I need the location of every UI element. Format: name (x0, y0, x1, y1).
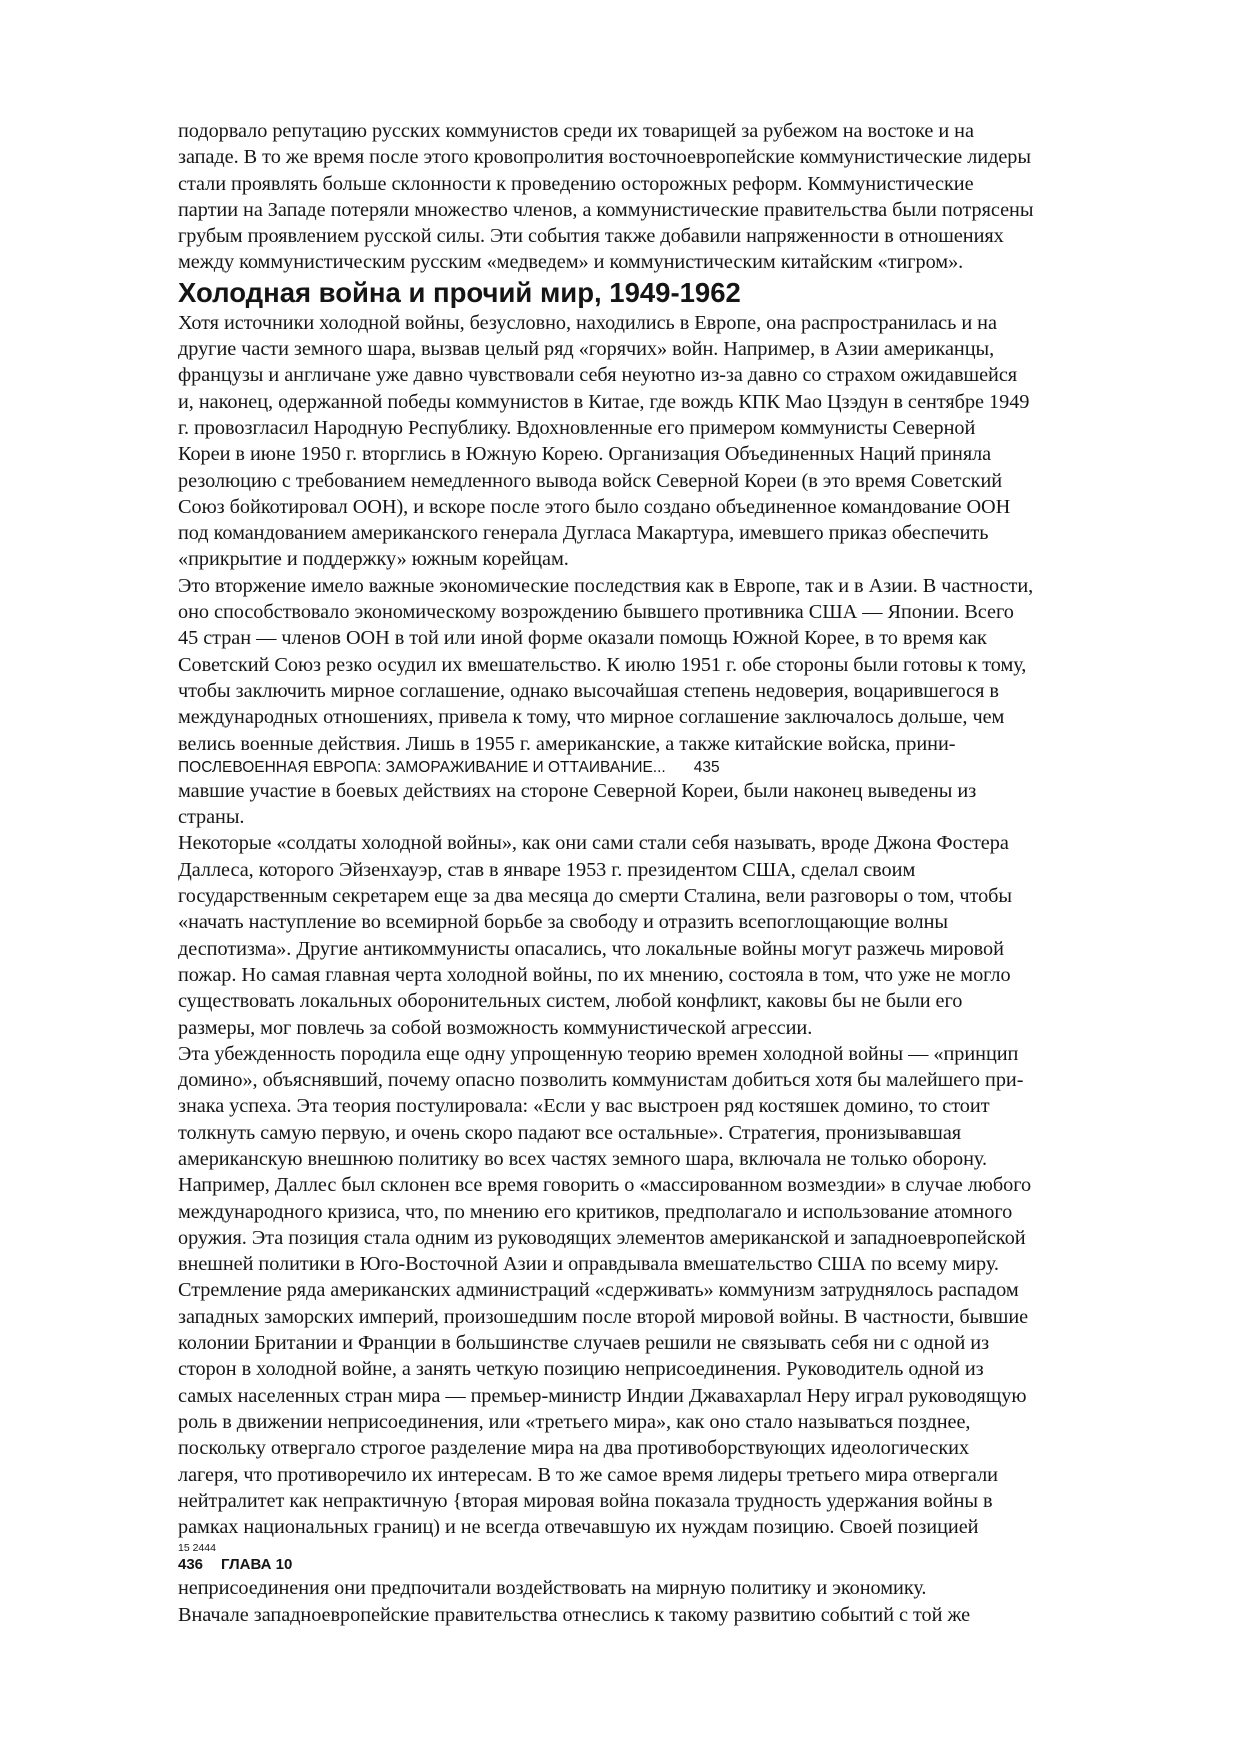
text-line: под командованием американского генерала Дугласа Макартура, имевшего приказ обеспечить (178, 522, 989, 545)
top-paragraph (178, 118, 1160, 276)
page (178, 118, 1160, 1628)
text-line: грубым проявлением русской силы. Эти события также добавили напряженности в отношениях (178, 225, 1004, 248)
page-number: 436 (178, 1556, 204, 1574)
text-line: Эта убежденность породила еще одну упрощенную теорию времен холодной войны — «принцип (178, 1042, 1019, 1065)
signature-mark: 15 2444 (178, 1542, 216, 1555)
text-line: партии на Западе потеряли множество членов, а коммунистические правительства были потрясены (178, 198, 1034, 221)
paragraph (178, 573, 1160, 757)
text-line: государственным секретарем еще за два месяца до смерти Сталина, вели разговоры о том, чтобы (178, 885, 1013, 908)
paragraph (178, 778, 1160, 831)
text-line: и, наконец, одержанной победы коммунистов в Китае, где вождь КПК Мао Цзэдун в сентябре 1949 (178, 390, 1030, 413)
chapter-title: ГЛАВА 10 (221, 1556, 293, 1574)
text-line: между коммунистическим русским «медведем» и коммунистическим китайским «тигром». (178, 251, 964, 274)
text-line: внешней политики в Юго-Восточной Азии и оправдывала вмешательство США по всему миру. (178, 1253, 999, 1276)
text-line: сторон в холодной войне, а занять четкую позицию неприсоединения. Руководитель одной из (178, 1358, 984, 1381)
text-line: Советский Союз резко осудил их вмешательство. К июлю 1951 г. обе стороны были готовы к тому, (178, 653, 1027, 676)
text-line: Союз бойкотировал ООН), и вскоре после этого было создано объединенное командование ООН (178, 495, 1011, 518)
text-line: мавшие участие в боевых действиях на стороне Северной Кореи, были наконец выведены из (178, 779, 977, 802)
text-line: Некоторые «солдаты холодной войны», как они сами стали себя называть, вроде Джона Фостера (178, 832, 1009, 855)
text-line: домино», объяснявший, почему опасно позволить коммунистам добиться хотя бы малейшего при- (178, 1069, 1024, 1092)
text-line: лагеря, что противоречило их интересам. В то же самое время лидеры третьего мира отвергали (178, 1463, 998, 1486)
text-line: рамках национальных границ) и не всегда отвечавшую их нуждам позицию. Своей позицией (178, 1516, 979, 1539)
text-line: Кореи в июне 1950 г. вторглись в Южную Корею. Организация Объединенных Наций приняла (178, 443, 992, 466)
text-line: оружия. Эта позиция стала одним из руководящих элементов американской и западноевропейской (178, 1226, 1026, 1249)
section-heading: Холодная война и прочий мир, 1949-1962 (178, 276, 741, 308)
text-line: Например, Даллес был склонен все время говорить о «массированном возмездии» в случае любого (178, 1174, 1032, 1197)
text-line: роль в движении неприсоединения, или «третьего мира», как оно стало называться позднее, (178, 1410, 971, 1433)
text-line: резолюцию с требованием немедленного вывода войск Северной Кореи (в это время Советский (178, 469, 1003, 492)
text-line: Стремление ряда американских администраций «сдерживать» коммунизм затруднялось распадом (178, 1279, 1019, 1302)
text-line: 45 стран — членов ООН в той или иной форме оказали помощь Южной Корее, в то время как (178, 627, 987, 650)
text-line: другие части земного шара, вызвав целый ряд «горячих» войн. Например, в Азии американцы, (178, 338, 995, 361)
text-line: существовать локальных оборонительных систем, любой конфликт, каковы бы не были его (178, 990, 963, 1013)
text-line: западе. В то же время после этого кровопролития восточноевропейские коммунистические лидеры (178, 146, 1031, 169)
text-line: чтобы заключить мирное соглашение, однако высочайшая степень недоверия, воцарившегося в (178, 679, 999, 702)
text-line: стали проявлять больше склонности к проведению осторожных реформ. Коммунистические (178, 172, 974, 195)
paragraph (178, 1277, 1160, 1540)
text-line: велись военные действия. Лишь в 1955 г. американские, а также китайские войска, прини- (178, 732, 956, 755)
text-line: Даллеса, которого Эйзенхауэр, став в январе 1953 г. президентом США, сделал своим (178, 858, 916, 881)
paragraph (178, 1575, 1160, 1601)
running-header (178, 758, 1160, 778)
page-number: 435 (693, 758, 720, 776)
text-line: Вначале западноевропейские правительства отнеслись к такому развитию событий с той же (178, 1603, 971, 1626)
text-line: Хотя источники холодной войны, безусловно, находились в Европе, она распространилась и на (178, 311, 997, 334)
text-line: американскую внешнюю политику во всех частях земного шара, включала не только оборону. (178, 1147, 987, 1170)
text-line: самых населенных стран мира — премьер-министр Индии Джавахарлал Неру играл руководящую (178, 1384, 1027, 1407)
text-line: нейтралитет как непрактичную {вторая мировая война показала трудность удержания войны в (178, 1489, 993, 1512)
text-line: французы и англичане уже давно чувствовали себя неуютно из-за давно со страхом ожидавшейся (178, 364, 1018, 387)
paragraph (178, 1602, 1160, 1628)
text-line: международных отношениях, привела к тому, что мирное соглашение заключалось дольше, чем (178, 706, 1005, 729)
text-line: неприсоединения они предпочитали воздействовать на мирную политику и экономику. (178, 1577, 927, 1600)
text-line: «прикрытие и поддержку» южным корейцам. (178, 548, 569, 571)
text-line: пожар. Но самая главная черта холодной войны, по их мнению, состояла в том, что уже не могло (178, 963, 1011, 986)
folio-header (178, 1554, 1160, 1575)
text-line: г. провозгласил Народную Республику. Вдохновленные его примером коммунисты Северной (178, 416, 976, 439)
text-line: размеры, мог повлечь за собой возможность коммунистической агрессии. (178, 1016, 813, 1039)
text-line: подорвало репутацию русских коммунистов среди их товарищей за рубежом на востоке и на (178, 120, 974, 142)
text-line: международного кризиса, что, по мнению его критиков, предполагало и использование атомного (178, 1200, 1013, 1223)
text-line: деспотизма». Другие антикоммунисты опасались, что локальные войны могут разжечь мировой (178, 937, 1004, 960)
text-line: знака успеха. Эта теория постулировала: «Если у вас выстроен ряд костяшек домино, то стоит (178, 1095, 990, 1118)
text-line: западных заморских империй, произошедшим после второй мировой войны. В частности, бывшие (178, 1305, 1029, 1328)
text-line: поскольку отвергало строгое разделение мира на два противоборствующих идеологических (178, 1437, 970, 1460)
text-line: колонии Британии и Франции в большинстве случаев решили не связывать себя ни с одной из (178, 1332, 990, 1355)
text-line: оно способствовало экономическому возрождению бывшего противника США — Японии. Всего (178, 601, 1014, 624)
paragraph (178, 310, 1160, 573)
running-header-title: ПОСЛЕВОЕННАЯ ЕВРОПА: ЗАМОРАЖИВАНИЕ И ОТТАИВАНИЕ... (178, 758, 666, 776)
paragraph (178, 1041, 1160, 1278)
text-line: «начать наступление во всемирной борьбе за свободу и отразить всепоглощающие волны (178, 911, 949, 934)
text-line: страны. (178, 806, 245, 829)
text-line: толкнуть самую первую, и очень скоро падают все остальные». Стратегия, пронизывавшая (178, 1121, 962, 1144)
text-line: Это вторжение имело важные экономические последствия как в Европе, так и в Азии. В частности, (178, 574, 1034, 597)
paragraph (178, 830, 1160, 1040)
